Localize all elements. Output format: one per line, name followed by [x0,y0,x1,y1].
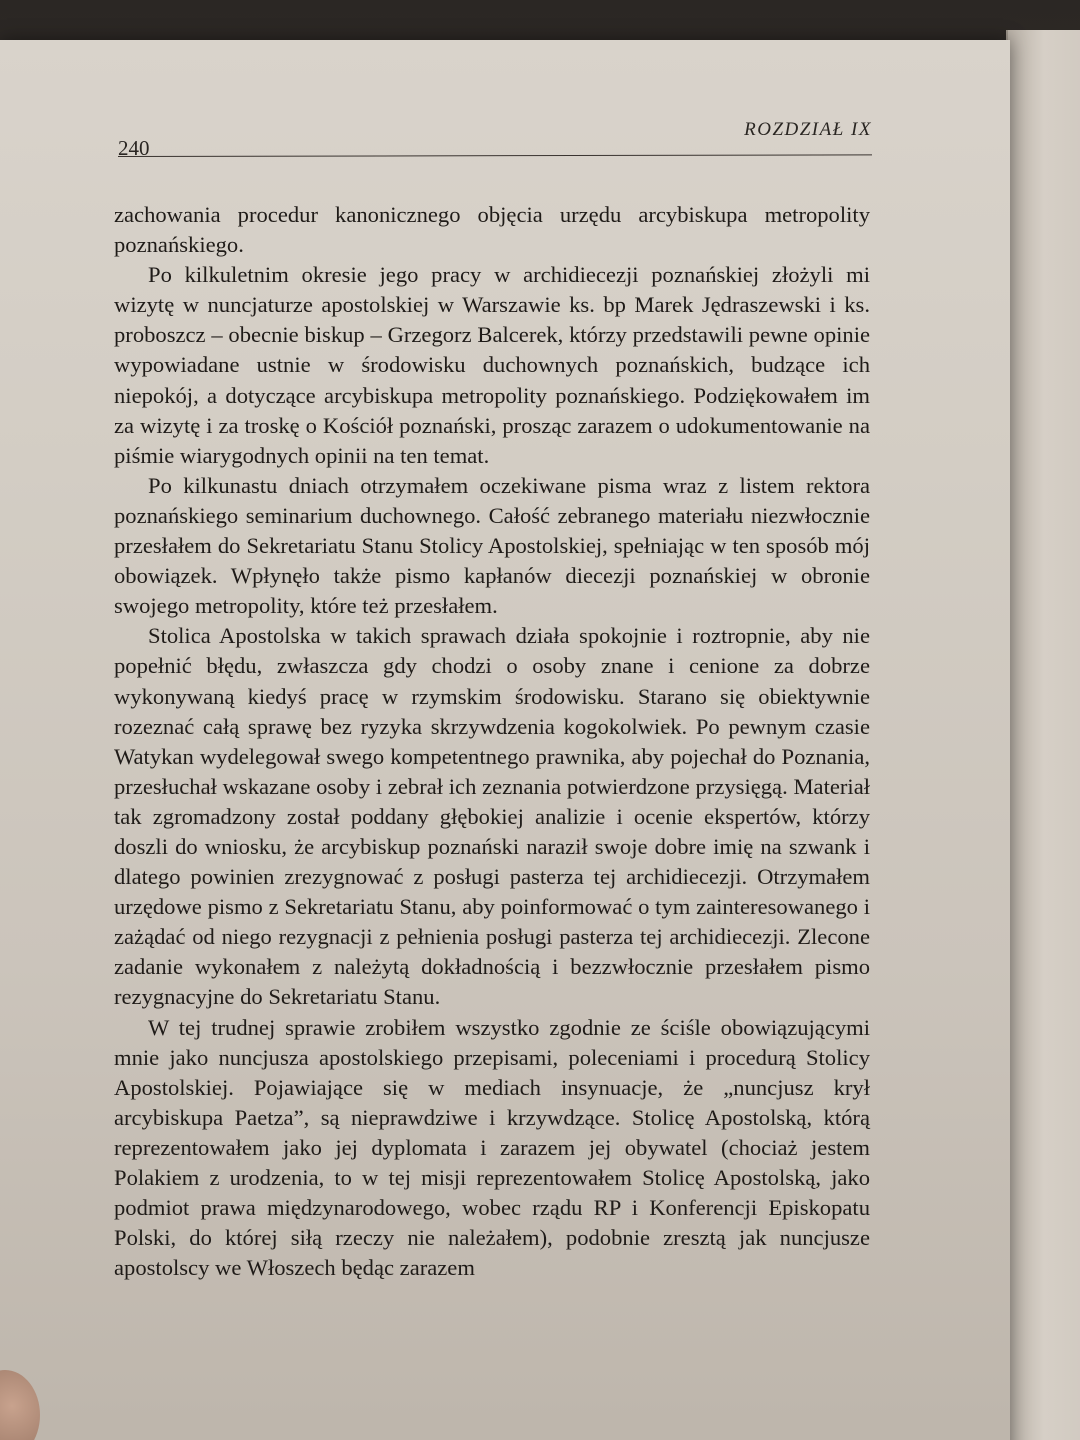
paragraph: W tej trudnej sprawie zrobiłem wszystko zgodnie ze ściśle obowiązującymi mnie jako nuncjusza apostolskiego przepisami, poleceniami i procedurą Stolicy Apostolskiej. Pojawiające się w mediach insynuacje, że „nuncjusz krył arcybiskupa Paetza”, są nieprawdziwe i krzywdzące. Stolicę Apostolską, którą reprezentowałem jako jej dyplomata i zarazem jej obywatel (chociaż jestem Polakiem z urodzenia, to w tej misji reprezentowałem Stolicę Apostolską, jako podmiot prawa międzynarodowego, wobec rządu RP i Konferencji Episkopatu Polski, do której siłą rzeczy nie należałem), podobnie zresztą jak nuncjusze apostolscy we Włoszech będąc zarazem [114,1014,870,1281]
facing-page-edge [1006,30,1080,1440]
paragraph: Po kilkuletnim okresie jego pracy w archidiecezji poznańskiej złożyli mi wizytę w nuncjaturze apostolskiej w Warszawie ks. bp Marek Jędraszewski i ks. proboszcz – obecnie biskup – Grzegorz Balcerek, którzy przedstawili pewne opinie wypowiadane ustnie w środowisku duchownych poznańskich, budzące ich niepokój, a dotyczące arcybiskupa metropolity poznańskiego. Podziękowałem im za wizytę i za troskę o Kościół poznański, prosząc zarazem o udokumentowanie na piśmie wiarygodnych opinii na ten temat. [114,262,870,468]
paragraph: Stolica Apostolska w takich sprawach działa spokojnie i roztropnie, aby nie popełnić błędu, zwłaszcza gdy chodzi o osoby znane i cenione za dobrze wykonywaną kiedyś pracę w rzymskim środowisku. Starano się obiektywnie rozeznać całą sprawę bez ryzyka skrzywdzenia kogokolwiek. Po pewnym czasie Watykan wydelegował swego kompetentnego prawnika, aby pojechał do Poznania, przesłuchał wskazane osoby i zebrał ich zeznania potwierdzone przysięgą. Materiał tak zgromadzony został poddany głębokiej analizie i ocenie ekspertów, którzy doszli do wniosku, że arcybiskup poznański naraził swoje dobre imię na szwank i dlatego powinien zrezygnować z posługi pasterza tej archidiecezji. Otrzymałem urzędowe pismo z Sekretariatu Stanu, aby poinformować o tym zainteresowanego i zażądać od niego rezygnacji z pełnienia posługi pasterza tej archidiecezji. Zlecone zadanie wykonałem z należytą dokładnością i bezzwłocznie przesłałem pismo rezygnacyjne do Sekretariatu Stanu. [114,623,870,1010]
body-text [114,200,870,1283]
chapter-running-head: ROZDZIAŁ IX [744,119,872,140]
paragraph-continuation: zachowania procedur kanonicznego objęcia urzędu arcybiskupa metropolity poznańskiego. [114,202,870,258]
page-number: 240 [118,136,150,160]
paragraph: Po kilkunastu dniach otrzymałem oczekiwane pisma wraz z listem rektora poznańskiego seminarium duchownego. Całość zebranego materiału niezwłocznie przesłałem do Sekretariatu Stanu Stolicy Apostolskiej, spełniając w ten sposób mój obowiązek. Wpłynęło także pismo kapłanów diecezji poznańskiej w obronie swojego metropolity, które też przesłałem. [114,472,870,619]
